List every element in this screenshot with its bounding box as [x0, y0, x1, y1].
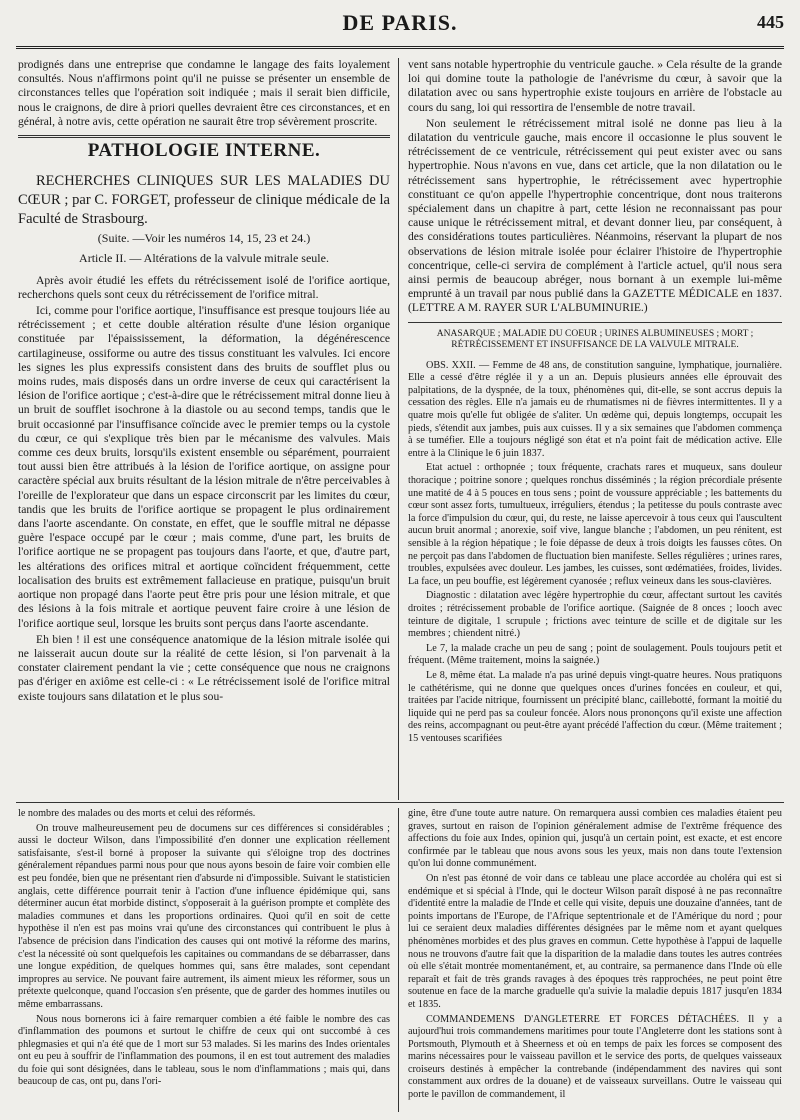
case-heading: ANASARQUE ; MALADIE DU COEUR ; URINES ALBUMINEUSES ; MORT ; RÉTRÉCISSEMENT ET INSUFFISANCE DE LA VALVULE MITRALE. — [436, 328, 754, 351]
section-title: PATHOLOGIE INTERNE. — [87, 140, 321, 162]
column-divider — [398, 58, 399, 800]
paragraph: Nous nous bornerons ici à faire remarquer combien a été faible le nombre des cas d'inflammation des poumons et surtout le chiffre de ceux qui ont succombé à ces phlegmasies et qui n'a été que de 1 mort sur 53 malades. Si les marins des Indes orientales ont eu peu à souffrir de l'inflammation des poumons, il en est tout autrement des maladies du foie qui sont désignées, dans le tableau, sous le nom d'inflammations ; mais qui, dans beaucoup de cas, ont pu, dans l'ori- — [18, 1013, 390, 1088]
continuation-note: (Suite. —Voir les numéros 14, 15, 23 et 24.) — [97, 231, 311, 246]
section-rule — [18, 135, 390, 138]
bottom-left-column — [18, 808, 390, 1112]
paragraph: Diagnostic : dilatation avec légère hypertrophie du cœur, affectant surtout les cavités droites ; rétrécissement probable de l'orifice aortique. (Saignée de 8 onces ; looch avec teinture de digitale, 1 scrupule ; frictions avec teinture de scille et de digitale sur les membres ; chiendent nitré.) — [408, 590, 782, 640]
paragraph: le nombre des malades ou des morts et celui des réformés. — [18, 808, 256, 819]
paragraph: Le 7, la malade crache un peu de sang ; point de soulagement. Pouls toujours petit et fréquent. (Même traitement, moins la saignée.) — [408, 642, 782, 667]
page-header — [16, 10, 784, 44]
paragraph: Après avoir étudié les effets du rétrécissement isolé de l'orifice aortique, recherchons quels sont ceux du rétrécissement de l'orifice mitral. — [18, 273, 390, 301]
paragraph: vent sans notable hypertrophie du ventricule gauche. » Cela résulte de la grande loi qui domine toute la pathologie de l'anévrisme du cœur, à savoir que la dilatation avec ou sans hypertrophie existe toujours en arrière de l'obstacle au cours du sang, loi qui ressortira de l'ensemble de notre travail. — [408, 58, 782, 114]
paragraph: On trouve malheureusement peu de documens sur ces différences si considérables ; aussi le docteur Wilson, dans l'impossibilité d'en donner une explication réellement satisfaisante, s'est-il borné à proposer la suivante qui s'éloigne trop des doctrines généralement répandues parmi nous pour que nous ayons besoin de faire voir combien elle est peu fondée, bien que ne présentant rien d'absurde ni d'impossible. Suivant le statisticien anglais, cette différence pourrait tenir à l'action d'une influence épidémique qui, sans déterminer aucun état morbide distinct, s'opposerait à la guérison prompte et complète des maladies communes et dans les proportions ordinaires. Quoi qu'il en soit de cette hypothèse il n'en est pas moins vrai qu'une des circonstances qui contribuent le plus à l'absence de précision dans l'indication des causes qui ont motivé la réforme des marins, c'est la nécessité où sont quelquefois les capitaines ou commandans de se débarrasser, dans une longue expédition, de quelques hommes qui, sans être malades, sont cependant impropres au service. Ne pouvant faire autrement, ils aiment mieux les réformer, sous un prétexte quelconque, quand l'occasion s'en présente, que de garder des hommes inutiles ou même embarrassans. — [18, 822, 390, 1010]
section-divider — [16, 802, 784, 803]
paragraph: prodignés dans une entreprise que condamne le langage des faits loyalement consultés. Nous n'affirmons point qu'il ne puisse se présenter un ensemble de circonstances telles que l'opération soit indiquée ; mais il serait bien difficile, nous le craignons, de dire à priori quelles devraient être ces circonstances, et en général, à notre avis, cette opération ne saurait être trop sévèrement proscrite. — [18, 58, 390, 128]
right-column — [408, 58, 782, 790]
paragraph: gine, être d'une toute autre nature. On remarquera aussi combien ces maladies étaient peu graves, surtout en raison de l'opinion généralement admise de l'extrême fréquence des affections du foie aux Indes, opinion qui, jusqu'à un certain point, est exacte, et est encore confirmée par le tableau que nous avons sous les yeux, mais non dans toute l'extension qu'on lui donne communément. — [408, 808, 782, 870]
paragraph: Eh bien ! il est une conséquence anatomique de la lésion mitrale isolée qui ne laisserait aucun doute sur la réalité de cette lésion, si l'on parvenait à la constater clairement pendant la vie ; cette conséquence que nous ne craignons pas d'ériger en axiôme est celle-ci : « Le rétrécissement isolé de l'orifice mitral existe toujours sans dilatation et le plus sou- — [18, 632, 390, 703]
paragraph: Ici, comme pour l'orifice aortique, l'insuffisance est presque toujours liée au rétrécissement ; et cette double altération résulte d'une lésion organique constituée par l'épaississement, la déformation, la dégénérescence cartilagineuse, ossiforme ou autre des tissus constituant les valvules. Ici encore les signes les plus expressifs consistent dans des bruits de soufflet plus ou moins rudes, mais disposés dans un ordre inverse de ceux qui caractérisent la lésion de l'orifice aortique ; c'est-à-dire que le rétrécissement mitral donne lieu à un bruit de soufflet isochrone à la diastole ou au second temps, tandis que le bruit occasionné par l'insuffisance coïncide avec le premier temps ou la cystole du cœur, ce qui s'explique très bien par le mécanisme des valvules. Mais comme ces deux bruits, lorsqu'ils existent ensemble ou séparément, pourraient tout aussi bien être attribués à la lésion de l'orifice aortique, on assigne pour caractère spécial aux bruits résultant de la lésion mitrale de n'être perceivables à l'oreille de l'explorateur que dans un espace circonscrit par les limites du cœur, tandis que les bruits de l'orifice aortique se propagent le plus ordinairement dans l'aorte ascendante. On constate, en effet, que le souffle mitral ne dépasse guère l'espace occupé par le cœur ; mais comme, d'une part, les bruits de l'orifice aortique ne se propagent pas toujours dans l'aorte, et que, d'autre part, les altérations des orifices mitral et aortique coïncident fréquemment, cette localisation des bruits est extrêmement fallacieuse en pratique, puisqu'un bruit aortique non propagé dans l'aorte peut être pris pour une lésion mitrale, et que des lésions à la fois mitrale et aortique peuvent faire croire à une lésion de l'orifice aortique seul, lorsque les bruits sont perçus dans l'aorte ascendante. — [18, 304, 390, 630]
article-subhead: Article II. — Altérations de la valvule mitrale seule. — [79, 251, 329, 266]
column-divider — [398, 808, 399, 1112]
paragraph: Le 8, même état. La malade n'a pas uriné depuis vingt-quatre heures. Nous pratiquons le cathétérisme, qui ne donne que quelques onces d'urines foncées en couleur, et qui, traitées par l'acide nitrique, fournissent un précipité blanc, caillebotté, formant la moitié du liquide qui ne perd pas sa couleur foncée. Alors nous prononçons qu'il existe une affection des reins, accompagnant ou peut-être ayant précédé l'affection du cœur. (Même traitement ; 15 ventouses scarifiées — [408, 669, 782, 744]
paragraph: On n'est pas étonné de voir dans ce tableau une place accordée au choléra qui est si endémique et si spécial à l'Inde, qui le docteur Wilson paraît disposé à ne pas reconnaître d'identité entre la maladie de l'Inde et celle qui visite, depuis une douzaine d'années, tant de points importans de l'Europe, de l'Afrique septentrionale et de l'Amérique du nord ; pour lui ce seraient deux maladies différentes désignées par le même nom et ayant quelques phénomènes morbides et des plus graves en commun. Cette hypothèse à l'appui de laquelle nous ne trouvons d'autre fait que la disparition de la maladie dans toutes les autres contrées où elle s'était montrée momentanément, et, au contraire, sa permanence dans l'Inde où elle reparaît et fait de très grands ravages à des époques très rapprochées, ne peut point être soutenue en face de la marche graduelle qu'a suivie la maladie depuis 1817 jusqu'en 1834 et 1835. — [408, 872, 782, 1010]
case-rule — [408, 322, 782, 323]
paragraph: OBS. XXII. — Femme de 48 ans, de constitution sanguine, lymphatique, journalière. Elle a cessé d'être réglée il y a un an. Depuis plusieurs années elle éprouvait des palpitations, de la dyspnée, de la toux, phénomènes qui, dit-elle, se sont accrus depuis la cessation des règles. Elle n'a jamais eu de rhumatismes ni de fièvres intermittentes. Il y a quatre mois qu'elle fut obligée de s'aliter. Un œdème qui, depuis longtemps, occupait les pieds, s'étendit aux jambes, puis aux cuisses. Il y a six semaines que l'abdomen commença à se tuméfier. Elle a toujours négligé son état et n'a point fait de médication active. Elle entre à la Clinique le 6 juin 1837. — [408, 359, 782, 459]
article-title: RECHERCHES CLINIQUES SUR LES MALADIES DU CŒUR ; par C. FORGET, professeur de clinique médicale de la Faculté de Strasbourg. — [18, 173, 390, 228]
bottom-right-column — [408, 808, 782, 1112]
page-number: 445 — [757, 12, 784, 32]
left-column — [18, 58, 390, 790]
paragraph: Non seulement le rétrécissement mitral isolé ne donne pas lieu à la dilatation du ventricule gauche, mais encore il occasionne le plus souvent le rétrécissement de ce ventricule, rétrécissement qui peut exister avec ou sans hypertrophie. Nous n'avons en vue, dans cet article, que la non dilatation ou le rétrécissement sans hypertrophie, le rétrécissement avec hypertrophie constituant ce qu'on appelle l'hypertrophie concentrique, dont nous traiterons spécialement dans un chapitre à part, cette lésion ne reconnaissant pas pour cause unique le rétrécissement mitral, et devant donner lieu, par conséquent, à des considérations toutes particulières. Néanmoins, réservant la plupart de nos observations de lésion mitrale isolée pour éclairer l'histoire de l'hypertrophie concentrique, celle-ci servira de complément à l'article actuel, qu'il nous sera ainsi permis de beaucoup abréger, nous bornant à un exemple lui-même emprunté à un travail par nous publié dans la GAZETTE MÉDICALE en 1837. (LETTRE A M. RAYER SUR L'ALBUMINURIE.) — [408, 116, 782, 315]
running-head: DE PARIS. — [342, 10, 458, 35]
header-rule — [16, 46, 784, 49]
paragraph: COMMANDEMENS D'ANGLETERRE ET FORCES DÉTACHÉES. Il y a aujourd'hui trois commandemens maritimes pour toute l'Angleterre dont les stations sont à Portsmouth, Plymouth et à Sheerness et où en temps de paix les forces se composent des marins nécessaires pour le vaisseau pavillon et le service des ports, de quelques vaisseaux croiseurs destinés à empêcher la contrebande (indépendamment des navires qui sont constamment aux ordres de la douane) et de vaisseaux surveillans. Outre le vaisseau qui porte le pavillon de commandement, il — [408, 1013, 782, 1101]
paragraph: Etat actuel : orthopnée ; toux fréquente, crachats rares et muqueux, sans douleur thoracique ; poitrine sonore ; quelques ronchus disséminés ; la région précordiale présente une matité de 4 à 5 pouces en tous sens ; point de voussure appréciable ; les battements du cœur sont assez forts, tumultueux, irréguliers, étendus ; la petitesse du pouls contraste avec la force d'impulsion du cœur, qui, du reste, ne laisse apercevoir à tous ceux qui l'auscultent aucun bruit anormal ; anorexie, soif vive, langue blanche ; l'abdomen, un peu rénitent, est sensible à la région hépatique ; le foie dépasse de deux à trois doigts les fausses côtes. On ne perçoit pas dans l'abdomen de fluctuation bien manifeste. Selles régulières ; urines rares, troubles, expulsées avec douleur. Les jambes, les cuisses, sont œdématiées, froides, livides. La face, un peu bouffie, est légèrement cyanosée ; reflux veineux dans les sous-clavières. — [408, 462, 782, 587]
